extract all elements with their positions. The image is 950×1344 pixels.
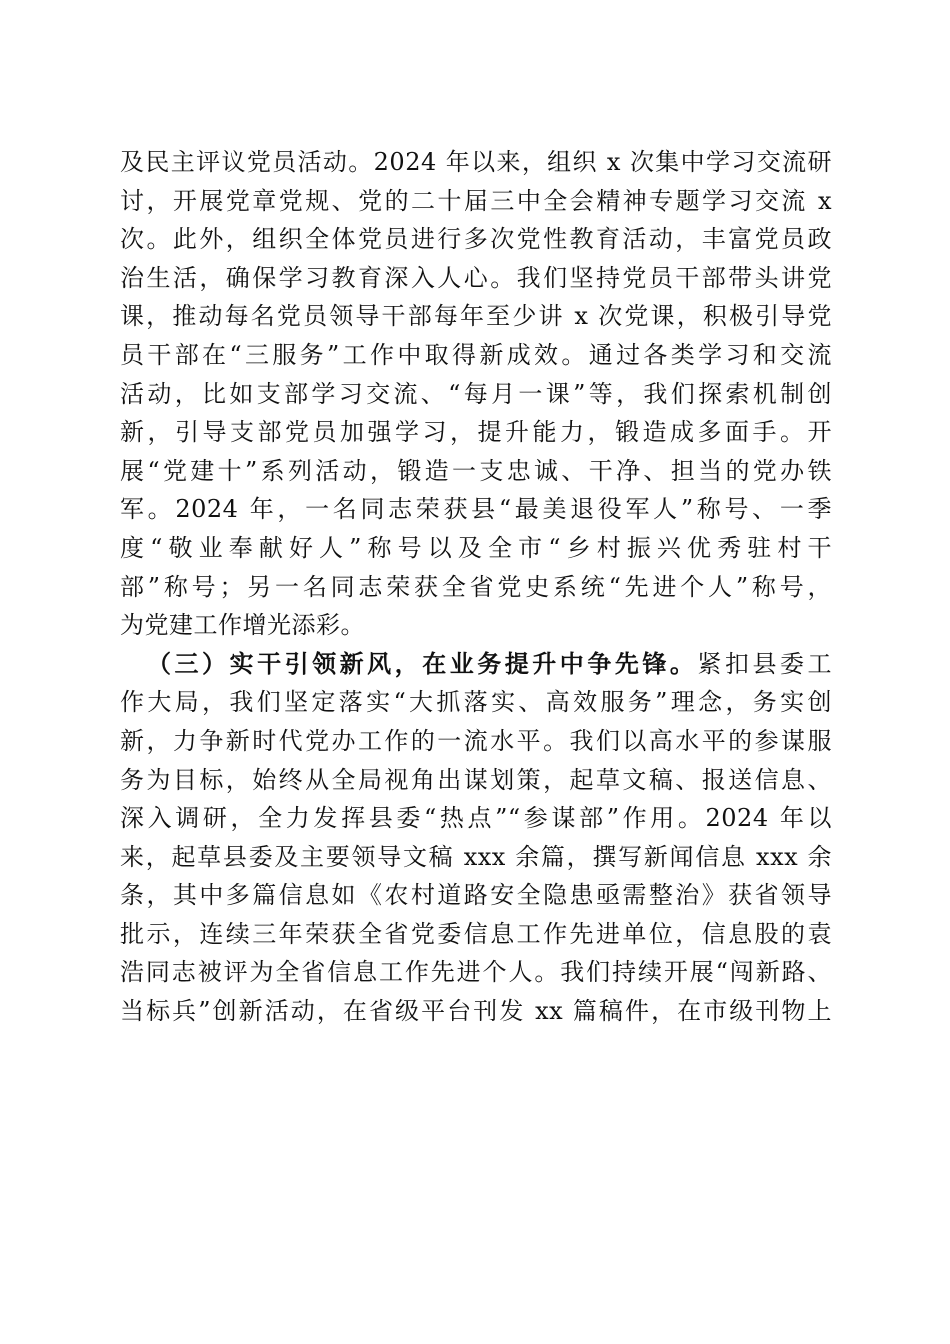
- paragraph-2: [120, 645, 832, 1031]
- text-line: 新，力争新时代党办工作的一流水平。我们以高水平的参谋服: [120, 726, 832, 755]
- text-line: 条，其中多篇信息如《农村道路安全隐患亟需整治》获省领导: [120, 881, 832, 910]
- text-line: 来，起草县委及主要领导文稿 xxx 余篇，撰写新闻信息 xxx 余: [120, 842, 832, 871]
- text-line: 讨，开展党章党规、党的二十届三中全会精神专题学习交流 x: [120, 186, 832, 215]
- heading-line-text: 紧扣县委工: [697, 649, 832, 678]
- text-line: 课，推动每名党员领导干部每年至少讲 x 次党课，积极引导党: [120, 302, 832, 331]
- paragraph-1: [120, 143, 832, 645]
- text-line: 及民主评议党员活动。2024 年以来，组织 x 次集中学习交流研: [120, 148, 832, 176]
- text-line: 当标兵”创新活动，在省级平台刊发 xx 篇稿件，在市级刊物上: [120, 997, 832, 1026]
- document-body: [120, 143, 832, 1031]
- text-line: 活动，比如支部学习交流、“每月一课”等，我们探索机制创: [120, 379, 832, 408]
- text-line: 浩同志被评为全省信息工作先进个人。我们持续开展“闯新路、: [120, 958, 832, 987]
- text-line: 军。2024 年，一名同志荣获县“最美退役军人”称号、一季: [120, 495, 832, 524]
- text-line: 员干部在“三服务”工作中取得新成效。通过各类学习和交流: [120, 340, 832, 369]
- text-line: 展“党建十”系列活动，锻造一支忠诚、干净、担当的党办铁: [120, 456, 832, 485]
- text-line: 新，引导支部党员加强学习，提升能力，锻造成多面手。开: [120, 418, 832, 447]
- text-line: 作大局，我们坚定落实“大抓落实、高效服务”理念，务实创: [120, 688, 832, 717]
- text-line: 为党建工作增光添彩。: [120, 611, 365, 640]
- section-heading: （三）实干引领新风，在业务提升中争先锋。: [147, 648, 698, 678]
- text-line: 批示，连续三年荣获全省党委信息工作先进单位，信息股的袁: [120, 919, 832, 948]
- text-line: 部”称号；另一名同志荣获全省党史系统“先进个人”称号，: [120, 572, 832, 601]
- text-line: 度“敬业奉献好人”称号以及全市“乡村振兴优秀驻村干: [120, 533, 832, 562]
- section-heading-line: [120, 645, 832, 684]
- text-line: 治生活，确保学习教育深入人心。我们坚持党员干部带头讲党: [120, 263, 832, 292]
- text-line: 深入调研，全力发挥县委“热点”“参谋部”作用。2024 年以: [120, 804, 832, 833]
- text-line: 务为目标，始终从全局视角出谋划策，起草文稿、报送信息、: [120, 765, 832, 794]
- text-line: 次。此外，组织全体党员进行多次党性教育活动，丰富党员政: [120, 225, 832, 254]
